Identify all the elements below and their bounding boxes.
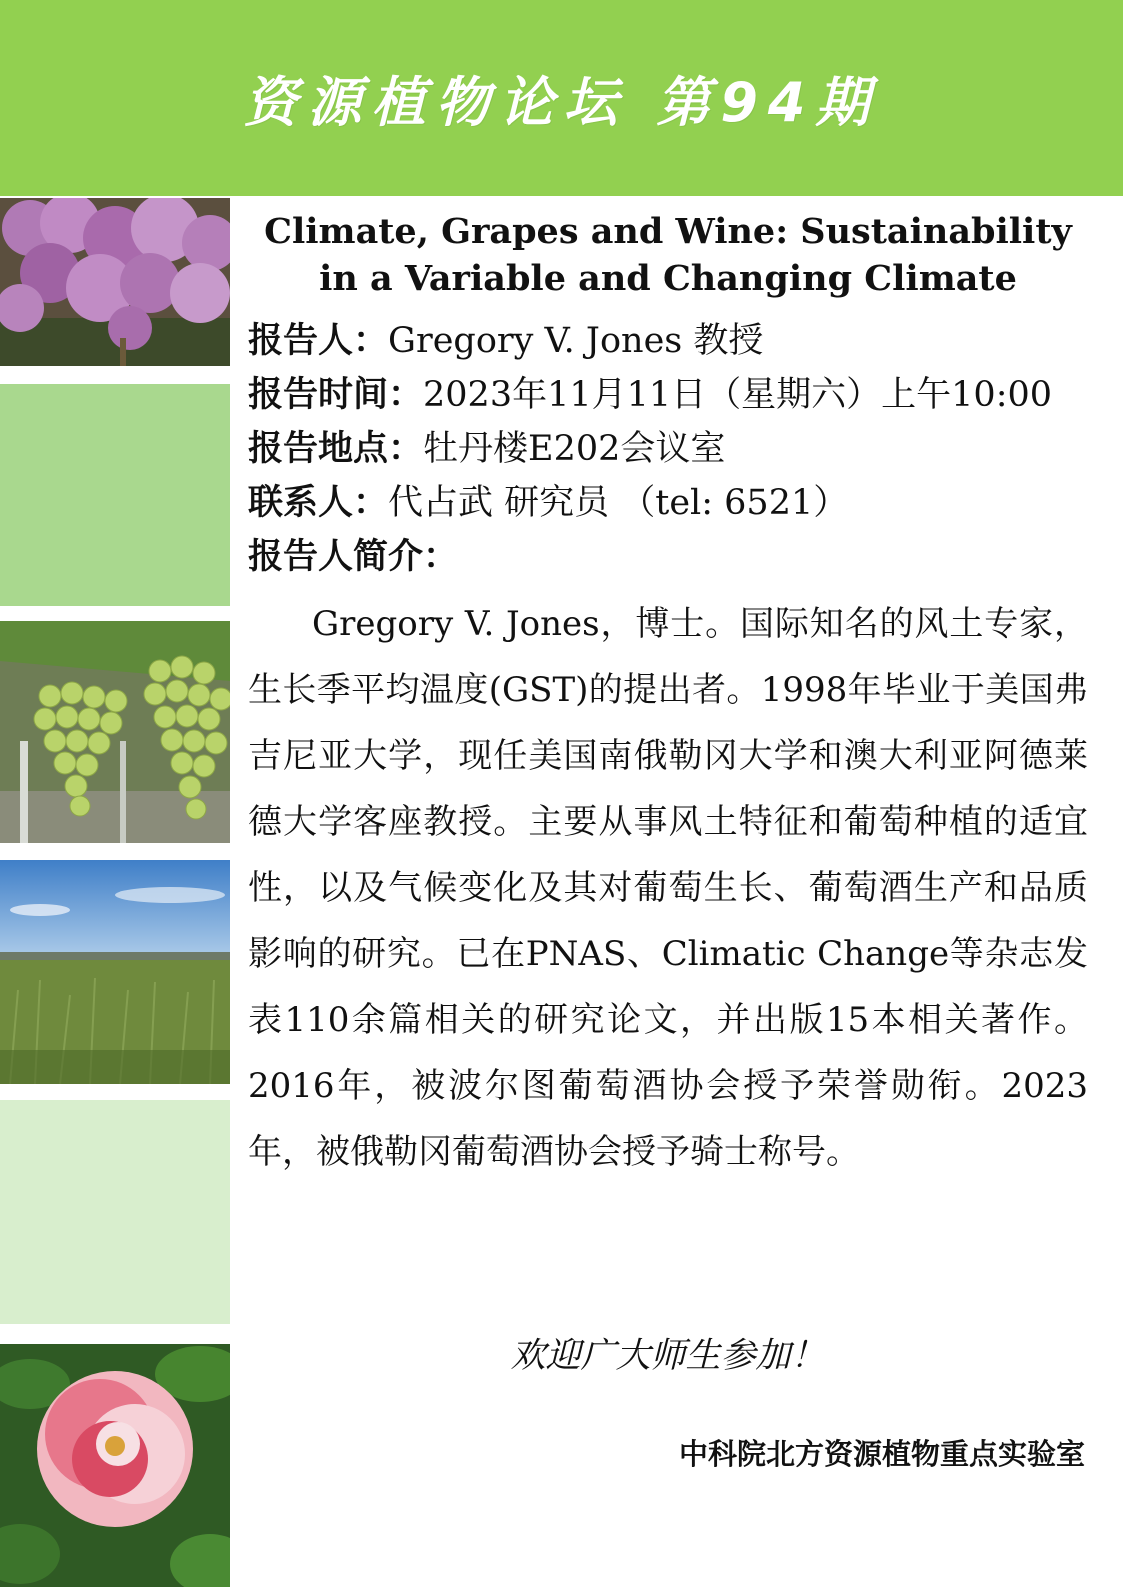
time-line bbox=[248, 368, 1088, 422]
light-green-color-block bbox=[0, 1100, 230, 1324]
talk-title: Climate, Grapes and Wine: Sustainability in a Variable and Changing Climate bbox=[264, 211, 1072, 299]
place-label: 报告地点： bbox=[248, 428, 424, 469]
lilac-flowers-photo bbox=[0, 198, 230, 366]
main-content bbox=[248, 208, 1088, 1185]
welcome-message: 欢迎广大师生参加！ bbox=[510, 1336, 826, 1376]
place-value: 牡丹楼E202会议室 bbox=[423, 429, 726, 469]
place-line bbox=[248, 422, 1088, 476]
peony-flower-photo bbox=[0, 1344, 230, 1587]
bio-paragraph: Gregory V. Jones，博士。国际知名的风土专家，生长季平均温度(GST)的提出者。1998年毕业于美国弗吉尼亚大学，现任美国南俄勒冈大学和澳大利亚阿德莱德大学客座教授。主要从事风土特征和葡萄种植的适宜性，以及气候变化及其对葡萄生长、葡萄酒生产和品质影响的研究。已在PNAS、Climatic Change等杂志发表110余篇相关的研究论文，并出版15本相关著作。2016年，被波尔图葡萄酒协会授予荣誉勋衔。2023年，被俄勒冈葡萄酒协会授予骑士称号。 bbox=[248, 604, 1088, 1172]
contact-value: 代占武 研究员 （tel: 6521） bbox=[388, 483, 849, 523]
bio-heading: 报告人简介： bbox=[248, 536, 459, 577]
grassland-sky-photo bbox=[0, 860, 230, 1084]
speaker-line bbox=[248, 314, 1088, 368]
forum-title: 资源植物论坛 第94期 bbox=[243, 70, 880, 134]
speaker-value: Gregory V. Jones 教授 bbox=[388, 321, 764, 361]
organization-name: 中科院北方资源植物重点实验室 bbox=[678, 1437, 1085, 1471]
header-banner bbox=[0, 0, 1123, 196]
green-color-block bbox=[0, 384, 230, 606]
green-grapes-photo bbox=[0, 621, 230, 843]
time-value: 2023年11月11日（星期六）上午10:00 bbox=[423, 375, 1053, 415]
time-label: 报告时间： bbox=[248, 374, 424, 415]
speaker-label: 报告人： bbox=[248, 320, 389, 361]
contact-label: 联系人： bbox=[248, 482, 389, 523]
contact-line bbox=[248, 476, 1088, 530]
